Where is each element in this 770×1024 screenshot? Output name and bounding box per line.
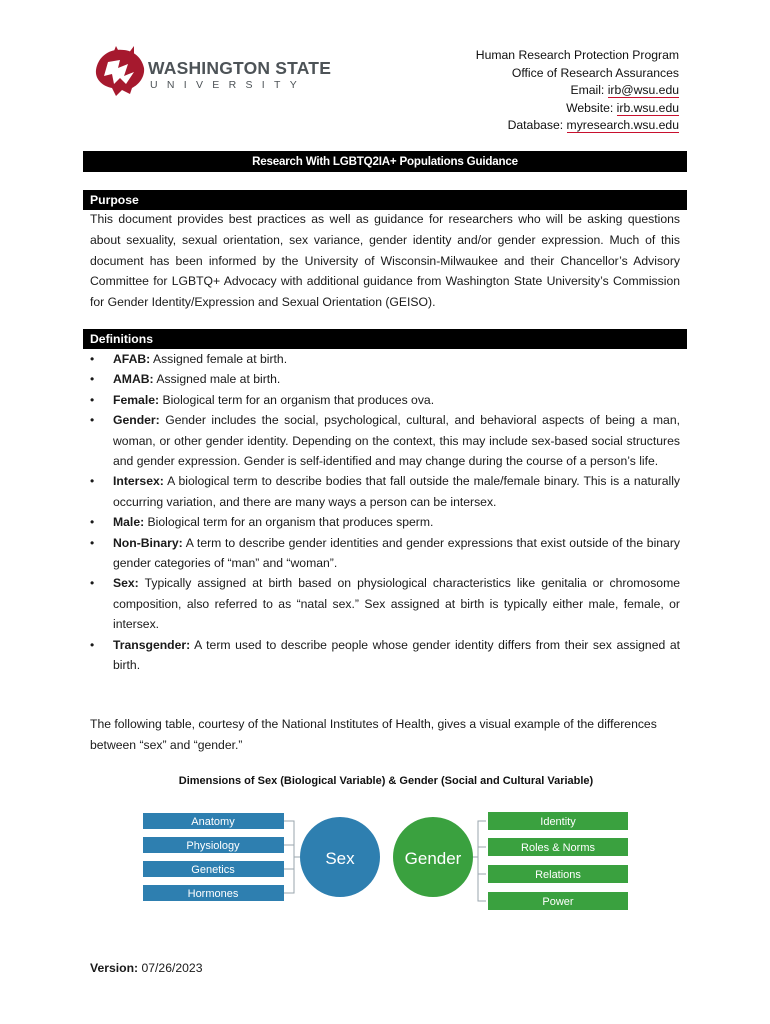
definition-item: • AMAB: Assigned male at birth. bbox=[90, 369, 680, 389]
database-link[interactable]: myresearch.wsu.edu bbox=[566, 118, 679, 133]
sex-label: Sex bbox=[325, 849, 355, 868]
program-name: Human Research Protection Program bbox=[475, 48, 679, 62]
version-date: 07/26/2023 bbox=[138, 961, 203, 975]
definition-item: • Intersex: A biological term to describe bodies that fall outside the male/female binary. This is a naturally occurring variation, and there are many ways a person can be intersex. bbox=[90, 471, 680, 512]
gender-dimension-label: Power bbox=[542, 896, 574, 908]
purpose-heading: Purpose bbox=[83, 190, 687, 210]
document-title: Research With LGBTQ2IA+ Populations Guidance bbox=[83, 151, 687, 172]
logo-subtitle: UNIVERSITY bbox=[150, 79, 307, 91]
gender-dimension-label: Identity bbox=[540, 816, 576, 828]
definitions-heading: Definitions bbox=[83, 329, 687, 349]
purpose-body: This document provides best practices as well as guidance for researchers who will be asking questions about sexuality, sexual orientation, sex variance, gender identity and/or gender expression. Much of this document has been informed by the University of Wisconsin-Milwaukee and their Chancellor’s Advisory Committee for LGBTQ+ Advocacy with additional guidance from Washington State University’s Commission for Gender Identity/Expression and Sexual Orientation (GEISO). bbox=[90, 212, 680, 310]
definition-item: • Transgender: A term used to describe people whose gender identity differs from their sex assigned at birth. bbox=[90, 635, 680, 676]
definition-item: • AFAB: Assigned female at birth. bbox=[90, 349, 680, 369]
office-name: Office of Research Assurances bbox=[511, 65, 679, 80]
sex-dimension-label: Anatomy bbox=[191, 816, 235, 828]
definitions-list bbox=[90, 349, 680, 676]
sex-dimension-label: Hormones bbox=[187, 888, 239, 900]
logo-name: WASHINGTON STATE bbox=[148, 58, 332, 78]
diagram-graphic bbox=[140, 801, 632, 913]
website-line: Website: irb.wsu.edu bbox=[566, 100, 679, 115]
gender-label: Gender bbox=[404, 849, 462, 868]
sex-dimension-label: Genetics bbox=[191, 864, 235, 876]
cougar-head-icon bbox=[90, 42, 150, 98]
website-link[interactable]: irb.wsu.edu bbox=[616, 100, 679, 115]
gender-dimension-label: Relations bbox=[535, 869, 581, 881]
gender-dimension-label: Roles & Norms bbox=[521, 842, 595, 854]
definition-item: • Sex: Typically assigned at birth based on physiological characteristics like genitalia or chromosome composition, also referred to as “natal sex.” Sex assigned at birth is typically either male, female, or intersex. bbox=[90, 573, 680, 634]
version-line: Version: 07/26/2023 bbox=[90, 961, 203, 975]
contact-info bbox=[476, 47, 679, 135]
sex-dimension-label: Physiology bbox=[186, 840, 240, 852]
database-line: Database: myresearch.wsu.edu bbox=[507, 118, 679, 133]
wsu-logo bbox=[90, 42, 340, 100]
definition-item: • Gender: Gender includes the social, psychological, cultural, and behavioral aspects of being a man, woman, or other gender identity. Depending on the context, this may include sex-based social structures and gender expression. Gender is self-identified and may change during the course of a person’s life. bbox=[90, 410, 680, 471]
sex-gender-diagram bbox=[140, 775, 632, 915]
diagram-title: Dimensions of Sex (Biological Variable) & Gender (Social and Cultural Variable) bbox=[178, 775, 594, 787]
email-link[interactable]: irb@wsu.edu bbox=[607, 83, 679, 98]
email-line: Email: irb@wsu.edu bbox=[570, 83, 679, 98]
definition-item: • Male: Biological term for an organism that produces sperm. bbox=[90, 512, 680, 532]
definition-item: • Female: Biological term for an organism that produces ova. bbox=[90, 390, 680, 410]
table-intro: The following table, courtesy of the National Institutes of Health, gives a visual example of the differences between “sex” and “gender.” bbox=[90, 717, 657, 752]
definition-item: • Non-Binary: A term to describe gender identities and gender expressions that exist outside of the binary gender categories of “man” and “woman”. bbox=[90, 533, 680, 574]
